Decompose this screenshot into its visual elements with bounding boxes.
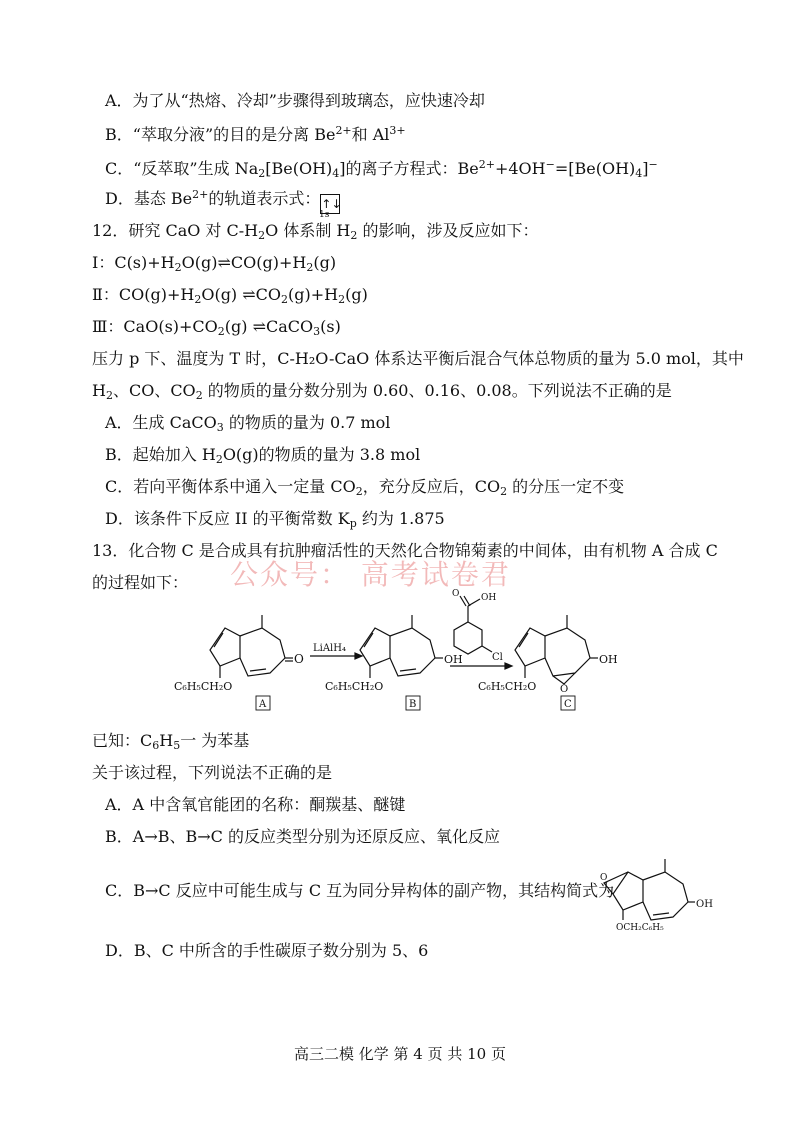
q13-option-b: B．A→B、B→C 的反应类型分别为还原反应、氧化反应 xyxy=(105,827,500,846)
reagent-1: LiAlH₄ xyxy=(313,643,346,654)
q13-known: 已知：$C_6H_5$一 为苯基 xyxy=(92,731,250,752)
q11-option-d: D．基态 $Be^{2+}$的轨道表示式：↑↓ xyxy=(105,188,340,214)
q12-option-c: C．若向平衡体系中通入一定量 $CO_2$，充分反应后，$CO_2$ 的分压一定不变 xyxy=(105,477,625,498)
epoxide-o: O xyxy=(560,684,569,695)
q13-option-c: C．B→C 反应中可能生成与 C 互为同分异构体的副产物，其结构简式为 xyxy=(105,881,615,900)
q13-option-a: A．A 中含氧官能团的名称：酮羰基、醚键 xyxy=(105,795,406,814)
molecule-b xyxy=(325,615,463,710)
reaction-scheme xyxy=(170,588,640,718)
orbital-box: ↑↓ xyxy=(320,194,340,214)
q12-option-b: B．起始加入 $H_2O(g)$的物质的量为 3.8 mol xyxy=(105,445,421,466)
q12-reaction-1: Ⅰ：$C(s)+H_2O(g)\rightleftharpoons CO(g)+H_2(g)$ xyxy=(92,253,337,274)
ketone-oxygen: O xyxy=(294,652,304,666)
q13-option-d: D．B、C 中所含的手性碳原子数分别为 5、6 xyxy=(105,941,429,960)
label-c: C xyxy=(564,699,572,710)
q11-option-a: A．为了从“热熔、冷却”步骤得到玻璃态，应快速冷却 xyxy=(105,91,485,110)
q11-option-b: B．“萃取分液”的目的是分离 $Be^{2+}$和 $Al^{3+}$ xyxy=(105,124,406,144)
q12-reaction-2: Ⅱ：$CO(g)+H_2O(g)$ $\rightleftharpoons CO_2(g)+H_2(g)$ xyxy=(92,285,368,306)
q13-stem-line2: 的过程如下： xyxy=(92,573,189,592)
byproduct-structure xyxy=(600,850,720,935)
byproduct-sub: OCH₂C₆H₅ xyxy=(616,923,664,933)
label-b: B xyxy=(409,699,417,710)
molecule-a xyxy=(174,615,304,710)
label-a: A xyxy=(259,699,267,710)
hydroxyl-c: OH xyxy=(599,653,618,666)
q12-stem: 12．研究 CaO 对 $C-H_2O$ 体系制 $H_2$ 的影响，涉及反应如下： xyxy=(92,221,539,242)
peroxy-oh: OH xyxy=(481,593,497,603)
hydroxyl-b: OH xyxy=(444,653,463,666)
q12-option-a: A．生成 CaCO$_3$ 的物质的量为 0.7 mol xyxy=(105,413,391,434)
peroxy-o: O xyxy=(452,589,460,599)
byproduct-epoxide-o: O xyxy=(600,873,608,883)
q12-condition-2: $H_2$、CO、$CO_2$ 的物质的量分数分别为 0.60、0.16、0.08。下列说法不正确的是 xyxy=(92,381,672,402)
q13-intro: 关于该过程，下列说法不正确的是 xyxy=(92,763,333,782)
chloro: Cl xyxy=(492,652,503,663)
byproduct-hydroxyl: OH xyxy=(696,899,713,910)
sub-c: C₆H₅CH₂O xyxy=(478,680,537,693)
page-footer: 高三二模 化学 第 4 页 共 10 页 xyxy=(293,1045,506,1063)
q13-stem-line1: 13．化合物 C 是合成具有抗肿瘤活性的天然化合物锦菊素的中间体，由有机物 A 合成 C xyxy=(92,541,718,560)
sub-b: C₆H₅CH₂O xyxy=(325,680,384,693)
q12-option-d: D．该条件下反应 II 的平衡常数 $K_p$ 约为 1.875 xyxy=(105,509,445,530)
orbital-label: 1s xyxy=(319,210,330,220)
q12-reaction-3: Ⅲ：$CaO(s)+CO_2(g)$ ⇌CaCO$_3$(s) xyxy=(92,317,341,338)
mcpba-reagent xyxy=(452,589,503,663)
q12-condition-1: 压力 p 下、温度为 T 时，C-H₂O-CaO 体系达平衡后混合气体总物质的量为 5.0 mol，其中 xyxy=(92,349,744,368)
q11-option-c: C．“反萃取”生成 $Na_2[Be(OH)_4]$的离子方程式：$Be^{2+}+4OH^-=[Be(OH)_4]^-$ xyxy=(105,158,658,180)
sub-a: C₆H₅CH₂O xyxy=(174,680,233,693)
watermark: 公众号： 高考试卷君 xyxy=(230,558,511,591)
